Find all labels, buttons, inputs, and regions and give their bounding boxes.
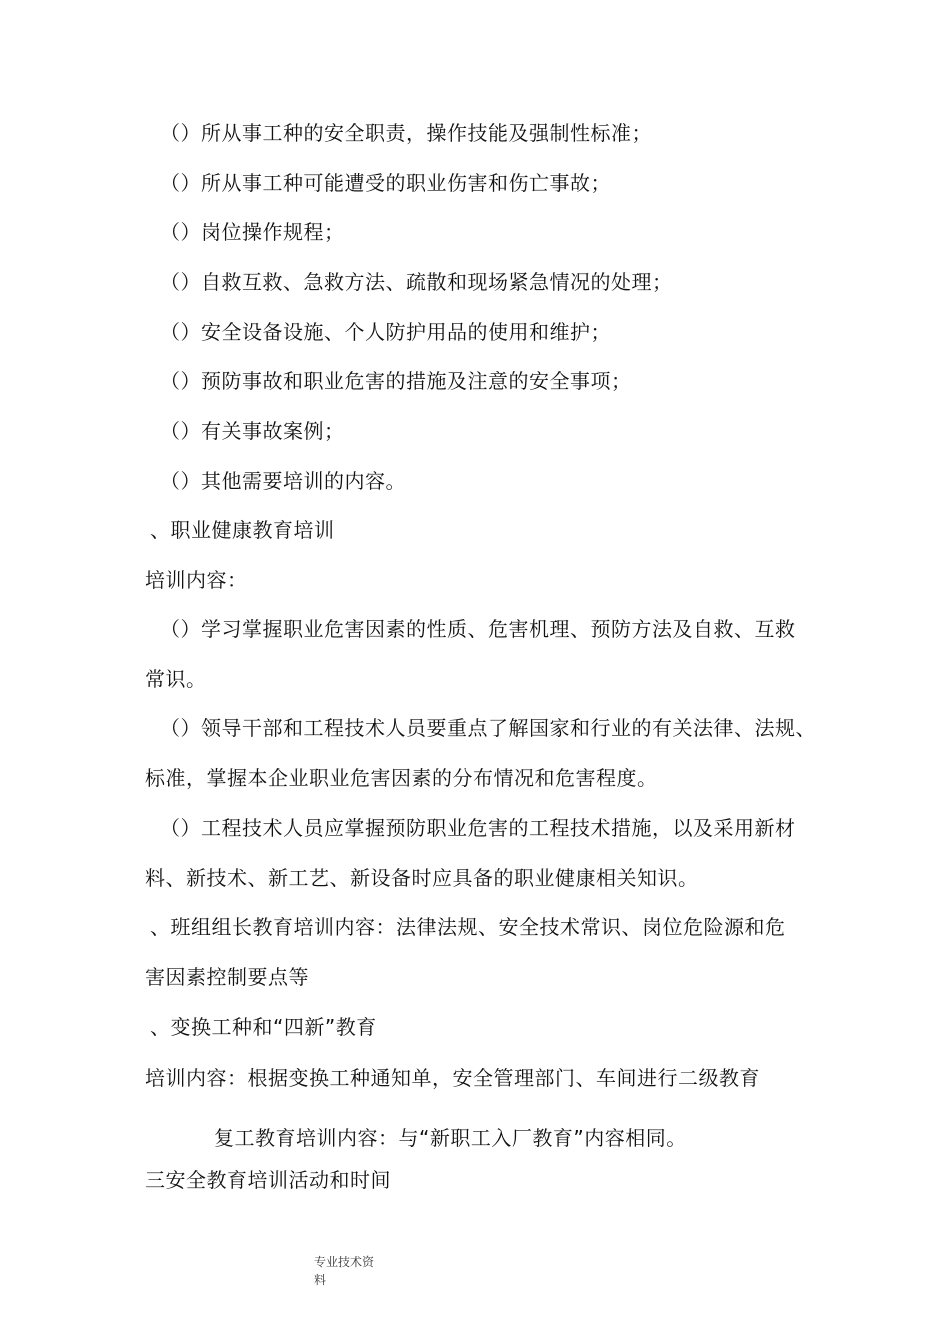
paragraph-return-to-work: 复工教育培训内容：与“新职工入厂教育”内容相同。 [214, 1126, 687, 1150]
paragraph-engineering-measures: （）工程技术人员应掌握预防职业危害的工程技术措施，以及采用新材 [160, 816, 796, 840]
paragraph-engineering-measures-cont: 料、新技术、新工艺、新设备时应具备的职业健康相关知识。 [145, 866, 699, 890]
list-item-safety-equipment: （）安全设备设施、个人防护用品的使用和维护； [160, 320, 611, 344]
paragraph-hazard-knowledge-cont: 常识。 [145, 667, 207, 691]
list-item-occupational-injury: （）所从事工种可能遭受的职业伤害和伤亡事故； [160, 171, 611, 195]
training-content-label: 培训内容： [145, 568, 248, 592]
section-heading-three: 三安全教育培训活动和时间 [145, 1168, 391, 1192]
list-item-other-content: （）其他需要培训的内容。 [160, 469, 406, 493]
section-heading-occupational-health: 、职业健康教育培训 [150, 518, 335, 542]
list-item-accident-cases: （）有关事故案例； [160, 419, 345, 443]
footer-label-cont: 料 [314, 1273, 327, 1287]
footer-label: 专业技术资 [314, 1255, 375, 1269]
paragraph-job-change-content: 培训内容：根据变换工种通知单，安全管理部门、车间进行二级教育 [145, 1066, 760, 1090]
list-item-safety-duties: （）所从事工种的安全职责，操作技能及强制性标准； [160, 121, 652, 145]
list-item-self-rescue: （）自救互救、急救方法、疏散和现场紧急情况的处理； [160, 270, 673, 294]
paragraph-hazard-knowledge: （）学习掌握职业危害因素的性质、危害机理、预防方法及自救、互救 [160, 617, 796, 641]
section-heading-job-change: 、变换工种和“四新”教育 [150, 1015, 377, 1039]
list-item-operating-rules: （）岗位操作规程； [160, 220, 345, 244]
paragraph-leadership-laws: （）领导干部和工程技术人员要重点了解国家和行业的有关法律、法规、 [160, 716, 816, 740]
paragraph-leadership-laws-cont: 标准，掌握本企业职业危害因素的分布情况和危害程度。 [145, 766, 658, 790]
section-team-leader-training: 、班组组长教育培训内容：法律法规、安全技术常识、岗位危险源和危 [150, 915, 786, 939]
section-team-leader-training-cont: 害因素控制要点等 [145, 965, 309, 989]
list-item-prevention-measures: （）预防事故和职业危害的措施及注意的安全事项； [160, 369, 632, 393]
